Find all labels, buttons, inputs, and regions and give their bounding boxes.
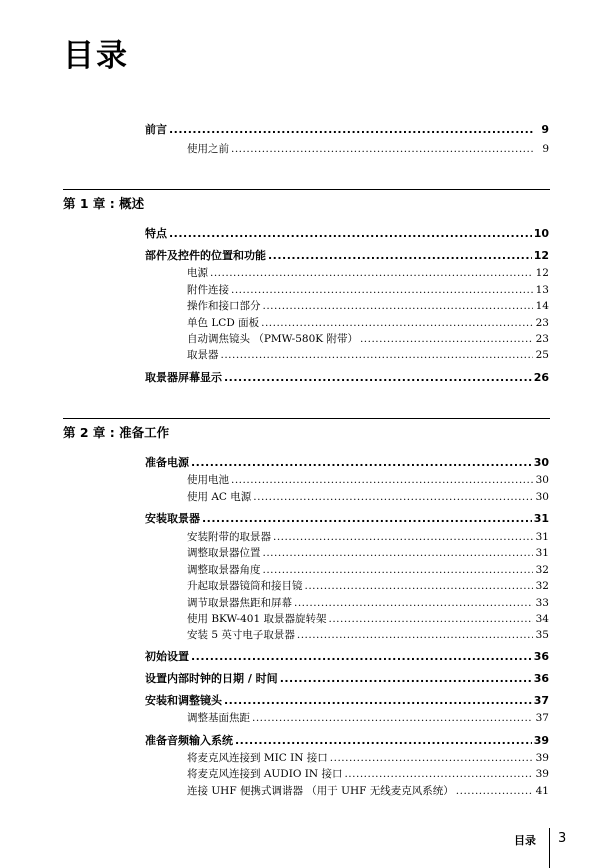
- toc-entry[interactable]: [145, 226, 549, 241]
- dot-leader: [202, 511, 532, 526]
- dot-leader: [294, 596, 533, 611]
- toc-page-number: 33: [535, 597, 549, 609]
- toc-subentry-title: 安装 5 英寸电子取景器: [187, 629, 295, 641]
- toc-entry[interactable]: [145, 455, 549, 470]
- toc-subentry[interactable]: [187, 490, 549, 505]
- dot-leader: [191, 649, 532, 664]
- toc-page-number: 39: [535, 752, 549, 764]
- toc-subentry-title: 调整基面焦距: [187, 712, 250, 724]
- toc-page-number: 32: [535, 564, 549, 576]
- toc-subentry-title: 使用 AC 电源: [187, 491, 252, 503]
- dot-leader: [224, 370, 532, 385]
- toc-page-number: 26: [533, 371, 549, 384]
- toc-entry[interactable]: [145, 671, 549, 686]
- toc-entry[interactable]: [145, 248, 549, 263]
- toc-subentry[interactable]: [187, 473, 549, 488]
- toc-page-number: 10: [533, 227, 549, 240]
- toc-subentry-title: 单色 LCD 面板: [187, 317, 260, 329]
- dot-leader: [253, 490, 533, 505]
- toc-subentry[interactable]: [187, 767, 549, 782]
- toc-subentry-title: 自动调焦镜头 （PMW-580K 附带）: [187, 333, 358, 345]
- toc-page-number: 36: [533, 672, 549, 685]
- toc-entry[interactable]: [145, 733, 549, 748]
- toc-subentry-title: 使用 BKW-401 取景器旋转架: [187, 613, 327, 625]
- toc-subentry[interactable]: [187, 266, 549, 281]
- dot-leader: [231, 473, 533, 488]
- toc-subentry[interactable]: [187, 142, 549, 157]
- footer-page-number: 3: [558, 831, 567, 846]
- toc-page-number: 9: [541, 123, 549, 136]
- dot-leader: [263, 299, 534, 314]
- toc-subentry-title: 使用电池: [187, 474, 229, 486]
- toc-entry-preface[interactable]: [145, 122, 549, 137]
- toc-subentry-title: 使用之前: [187, 143, 229, 155]
- dot-leader: [456, 784, 533, 799]
- dot-leader: [169, 122, 533, 137]
- toc-subentry[interactable]: [187, 784, 549, 799]
- toc-page-number: 39: [533, 734, 549, 747]
- toc-entry-title: 准备音频输入系统: [145, 734, 233, 747]
- toc-subentry-title: 附件连接: [187, 284, 229, 296]
- toc-page-number: 9: [542, 143, 549, 155]
- toc-page-number: 31: [535, 531, 549, 543]
- toc-page-number: 14: [535, 300, 549, 312]
- toc-page-number: 30: [533, 456, 549, 469]
- chapter-divider: [63, 189, 550, 190]
- toc-subentry[interactable]: [187, 751, 549, 766]
- toc-subentry-title: 取景器: [187, 349, 219, 361]
- dot-leader: [263, 546, 534, 561]
- toc-entry-title: 准备电源: [145, 456, 189, 469]
- dot-leader: [360, 332, 533, 347]
- dot-leader: [263, 563, 534, 578]
- dot-leader: [261, 316, 533, 331]
- toc-subentry[interactable]: [187, 579, 549, 594]
- toc-page-number: 37: [535, 712, 549, 724]
- toc-entry-title: 安装和调整镜头: [145, 694, 222, 707]
- toc-subentry[interactable]: [187, 546, 549, 561]
- toc-entry-title: 前言: [145, 123, 167, 136]
- toc-subentry-title: 操作和接口部分: [187, 300, 261, 312]
- chapter-divider: [63, 418, 550, 419]
- dot-leader: [273, 530, 533, 545]
- toc-page-number: 12: [533, 249, 549, 262]
- toc-entry-title: 部件及控件的位置和功能: [145, 249, 266, 262]
- toc-page-number: 36: [533, 650, 549, 663]
- toc-subentry-title: 升起取景器镜筒和接目镜: [187, 580, 303, 592]
- toc-subentry[interactable]: [187, 563, 549, 578]
- toc-page-number: 39: [535, 768, 549, 780]
- dot-leader: [191, 455, 532, 470]
- dot-leader: [224, 693, 532, 708]
- toc-page-number: 23: [535, 333, 549, 345]
- toc-page-number: 41: [535, 785, 549, 797]
- dot-leader: [231, 283, 533, 298]
- dot-leader: [305, 579, 534, 594]
- toc-page-number: 35: [535, 629, 549, 641]
- toc-page-number: 34: [535, 613, 549, 625]
- toc-subentry-title: 连接 UHF 便携式调谐器 （用于 UHF 无线麦克风系统）: [187, 785, 454, 797]
- toc-page-number: 32: [535, 580, 549, 592]
- toc-page-number: 30: [535, 491, 549, 503]
- toc-subentry[interactable]: [187, 628, 549, 643]
- toc-page-number: 31: [533, 512, 549, 525]
- toc-entry-title: 取景器屏幕显示: [145, 371, 222, 384]
- chapter-heading: 第 1 章 : 概述: [63, 196, 145, 211]
- dot-leader: [231, 142, 533, 157]
- dot-leader: [280, 671, 532, 686]
- chapter-heading: 第 2 章 : 准备工作: [63, 425, 170, 440]
- dot-leader: [210, 266, 533, 281]
- toc-subentry[interactable]: [187, 711, 549, 726]
- toc-subentry[interactable]: [187, 316, 549, 331]
- toc-subentry[interactable]: [187, 299, 549, 314]
- dot-leader: [221, 348, 534, 363]
- toc-entry[interactable]: [145, 649, 549, 664]
- dot-leader: [169, 226, 532, 241]
- toc-subentry[interactable]: [187, 348, 549, 363]
- toc-page-number: 25: [535, 349, 549, 361]
- footer-section-label: 目录: [514, 834, 536, 847]
- toc-subentry-title: 将麦克风连接到 AUDIO IN 接口: [187, 768, 343, 780]
- dot-leader: [330, 751, 533, 766]
- toc-entry-title: 安装取景器: [145, 512, 200, 525]
- toc-page-number: 12: [535, 267, 549, 279]
- toc-entry[interactable]: [145, 511, 549, 526]
- toc-page-number: 31: [535, 547, 549, 559]
- dot-leader: [252, 711, 533, 726]
- toc-subentry[interactable]: [187, 596, 549, 611]
- toc-page-number: 13: [535, 284, 549, 296]
- toc-subentry[interactable]: [187, 283, 549, 298]
- toc-subentry-title: 电源: [187, 267, 208, 279]
- toc-subentry[interactable]: [187, 612, 549, 627]
- dot-leader: [328, 612, 533, 627]
- toc-entry[interactable]: [145, 693, 549, 708]
- toc-entry-title: 初始设置: [145, 650, 189, 663]
- toc-entry-title: 设置内部时钟的日期 / 时间: [145, 672, 278, 685]
- toc-subentry-title: 调整取景器角度: [187, 564, 261, 576]
- toc-entry-title: 特点: [145, 227, 167, 240]
- toc-entry[interactable]: [145, 370, 549, 385]
- dot-leader: [268, 248, 532, 263]
- dot-leader: [235, 733, 532, 748]
- toc-subentry[interactable]: [187, 530, 549, 545]
- toc-page-number: 37: [533, 694, 549, 707]
- toc-subentry-title: 将麦克风连接到 MIC IN 接口: [187, 752, 328, 764]
- page-title: 目录: [63, 38, 129, 74]
- toc-subentry-title: 调整取景器位置: [187, 547, 261, 559]
- dot-leader: [344, 767, 533, 782]
- dot-leader: [297, 628, 533, 643]
- toc-subentry-title: 调节取景器焦距和屏幕: [187, 597, 292, 609]
- toc-subentry-title: 安装附带的取景器: [187, 531, 271, 543]
- toc-page-number: 23: [535, 317, 549, 329]
- toc-page-number: 30: [535, 474, 549, 486]
- footer-divider: [549, 828, 550, 868]
- toc-subentry[interactable]: [187, 332, 549, 347]
